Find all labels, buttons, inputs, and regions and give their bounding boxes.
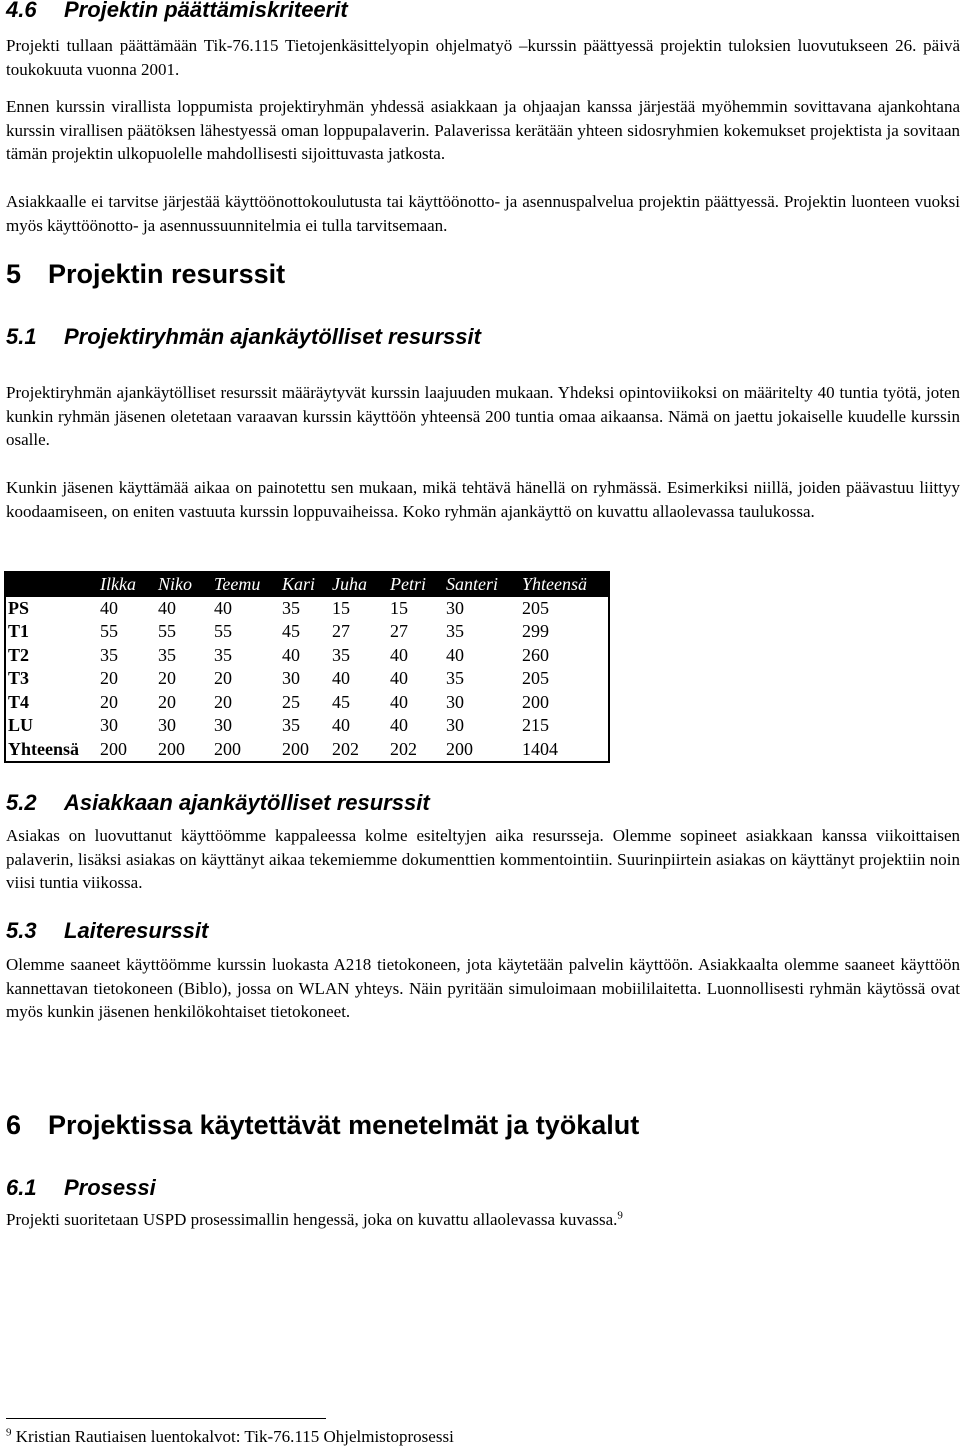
table-cell: 1404 (522, 738, 558, 759)
table-cell: 35 (282, 597, 300, 618)
paragraph-closing-date: Projekti tullaan päättämään Tik-76.115 Tietojenkäsittelyopin ohjelmatyö –kurssin päättyessä projektin tuloksien luovutukseen 26. päivä toukokuuta vuonna 2001. (6, 36, 960, 79)
heading-title: Asiakkaan ajankäytölliset resurssit (64, 790, 430, 815)
table-cell: 40 (214, 597, 232, 618)
table-row (5, 620, 609, 644)
table-cell: 55 (214, 621, 232, 641)
table-cell: 30 (446, 691, 464, 712)
paragraph-hardware: Olemme saaneet käyttöömme kurssin luokasta A218 tietokoneen, jota käytetään palvelin käyttöön. Asiakkaalta olemme saaneet käyttöön kannettavan tietokoneen (Biblo), jossa on WLAN yhteys. Näin pyritään simuloimaan mobiililaitetta. Luonnollisesti ryhmän käytössä ovat myös kunkin jäsenen henkilökohtaiset tietokoneet. (6, 955, 960, 1021)
heading-4-6 (6, 0, 348, 23)
paragraph-time-resources: Projektiryhmän ajankäytölliset resurssit määräytyvät kurssin laajuuden mukaan. Yhdeksi opintoviikoksi on määritelty 40 tuntia työtä, joten kunkin ryhmän jäsenen oletetaan varaavan kurssin käyttöön yhteensä 200 tuntia omaa aikaansa. Nämä on jaettu jokaiselle kuudelle kurssin osalle. (6, 383, 960, 449)
table-cell: 55 (100, 621, 118, 641)
heading-6 (6, 1110, 639, 1141)
table-cell: 35 (214, 644, 232, 665)
table-cell: 200 (158, 738, 185, 759)
table-cell: 40 (446, 644, 464, 665)
table-cell: 20 (100, 668, 118, 688)
table-cell: 200 (522, 691, 549, 712)
table-cell: 20 (214, 691, 232, 712)
table-header-cell: Niko (156, 572, 212, 597)
table-cell: 35 (332, 644, 350, 665)
table-row (5, 738, 609, 763)
table-header-cell: Petri (388, 572, 444, 597)
heading-title: Projektin resurssit (48, 259, 286, 289)
heading-number: 6.1 (6, 1175, 37, 1200)
heading-number: 5.3 (6, 918, 37, 943)
table-row-label: T1 (8, 621, 30, 641)
table-header-cell (5, 572, 98, 597)
table-row-label: LU (8, 715, 34, 735)
table-cell: 15 (390, 597, 408, 618)
table-cell: 20 (158, 691, 176, 712)
table-header-row (5, 572, 609, 597)
table-header-cell: Juha (330, 572, 388, 597)
paragraph-final-meeting: Ennen kurssin virallista loppumista projektiryhmän yhdessä asiakkaan ja ohjaajan kanssa järjestää myöhemmin sovittavana ajankohtana kurssin virallisen päätöksen lähestyessä oman loppupalaverin. Palaverissa kerätään yhteen sidosryhmien kokemukset projektista ja sovitaan tämän projektin ulkopuolelle mahdollisesti sijoittuvasta jatkosta. (6, 97, 960, 163)
table-cell: 27 (390, 621, 408, 641)
table-cell: 40 (282, 644, 300, 665)
heading-title: Projektissa käytettävät menetelmät ja työkalut (48, 1110, 640, 1140)
table-cell: 35 (446, 621, 464, 641)
resource-table (4, 571, 610, 763)
table-cell: 200 (214, 738, 241, 759)
heading-number: 5 (6, 259, 22, 289)
table-cell: 40 (100, 597, 118, 618)
table-cell: 25 (282, 691, 300, 712)
heading-number: 4.6 (6, 0, 37, 22)
table-cell: 35 (158, 644, 176, 665)
table-cell: 40 (390, 691, 408, 712)
paragraph-time-weighting: Kunkin jäsenen käyttämää aikaa on painotettu sen mukaan, mikä tehtävä hänellä on ryhmässä. Esimerkiksi niillä, joiden päävastuu liittyy koodaamiseen, on eniten vastuuta kurssin loppuvaiheissa. Koko ryhmän ajankäyttö on kuvattu allaolevassa taulukossa. (6, 478, 960, 521)
paragraph-process (6, 1208, 960, 1232)
table-cell: 30 (158, 715, 176, 735)
footnote-number: 9 (6, 1426, 12, 1439)
table-cell: 40 (390, 644, 408, 665)
table-cell: 30 (446, 715, 464, 735)
table-row (5, 714, 609, 738)
heading-title: Laiteresurssit (64, 918, 209, 943)
table-cell: 202 (390, 738, 417, 759)
heading-title: Prosessi (64, 1175, 156, 1200)
heading-number: 5.2 (6, 790, 37, 815)
footnote-separator (6, 1418, 326, 1419)
paragraph-no-training: Asiakkaalle ei tarvitse järjestää käyttöönottokoulutusta tai käyttöönotto- ja asennuspalvelua projektin päättyessä. Projektin luonteen vuoksi myös käyttöönotto- ja asennussuunnitelmia ei tulla tarvitsemaan. (6, 192, 960, 235)
footnote-reference: 9 (617, 1209, 623, 1222)
table-cell: 260 (522, 644, 549, 665)
table-cell: 200 (446, 738, 473, 759)
table-cell: 40 (158, 597, 176, 618)
table-row-label: T3 (8, 668, 30, 688)
table-row-label: T2 (8, 644, 30, 665)
table-row-label: Yhteensä (8, 738, 79, 759)
table-row (5, 644, 609, 668)
table-cell: 205 (522, 597, 549, 618)
table-cell: 20 (100, 691, 118, 712)
heading-title: Projektiryhmän ajankäytölliset resurssit (64, 324, 481, 349)
table-cell: 55 (158, 621, 176, 641)
table-header-cell: Ilkka (98, 572, 156, 597)
table-cell: 200 (100, 738, 127, 759)
footnote (6, 1427, 454, 1447)
table-row-label: T4 (8, 691, 30, 712)
table-cell: 40 (332, 715, 350, 735)
table-cell: 45 (282, 621, 300, 641)
table-cell: 215 (522, 715, 549, 735)
heading-5-1 (6, 324, 481, 350)
table-cell: 20 (214, 668, 232, 688)
table-cell: 30 (282, 668, 300, 688)
heading-title: Projektin päättämiskriteerit (64, 0, 348, 22)
table-row (5, 667, 609, 691)
paragraph-process-text: Projekti suoritetaan USPD prosessimallin hengessä, joka on kuvattu allaolevassa kuvassa. (6, 1210, 618, 1229)
table-cell: 299 (522, 621, 549, 641)
table-header-cell: Santeri (444, 572, 520, 597)
table-cell: 35 (282, 715, 300, 735)
table-body (5, 597, 609, 763)
table-cell: 30 (446, 597, 464, 618)
table-cell: 30 (100, 715, 118, 735)
heading-5-3 (6, 918, 208, 944)
table-cell: 40 (332, 668, 350, 688)
table-header-cell: Kari (280, 572, 330, 597)
table-cell: 35 (446, 668, 464, 688)
table-row (5, 597, 609, 621)
table-cell: 40 (390, 668, 408, 688)
footnote-text: Kristian Rautiaisen luentokalvot: Tik-76.115 Ohjelmistoprosessi (11, 1427, 454, 1446)
table-cell: 40 (390, 715, 408, 735)
table-header-cell: Teemu (212, 572, 280, 597)
table-row (5, 691, 609, 715)
heading-5 (6, 259, 285, 290)
table-cell: 27 (332, 621, 350, 641)
paragraph-client-resources: Asiakas on luovuttanut käyttöömme kappaleessa kolme esiteltyjen aika resursseja. Olemme sopineet asiakkaan kanssa viikoittaisen palaverin, lisäksi asiakas on käyttänyt aikaa tekemiemme dokumenttien kommentointiin. Suurinpiirtein asiakas on käyttänyt projektiin noin viisi tuntia viikossa. (6, 826, 960, 892)
table-cell: 20 (158, 668, 176, 688)
table-row-label: PS (8, 597, 30, 618)
heading-5-2 (6, 790, 430, 816)
table-cell: 205 (522, 668, 549, 688)
heading-number: 6 (6, 1110, 22, 1140)
heading-number: 5.1 (6, 324, 37, 349)
table-cell: 15 (332, 597, 350, 618)
table-cell: 35 (100, 644, 118, 665)
table-cell: 200 (282, 738, 309, 759)
table-cell: 30 (214, 715, 232, 735)
heading-6-1 (6, 1175, 156, 1201)
table-cell: 202 (332, 738, 359, 759)
table-header-cell: Yhteensä (520, 572, 609, 597)
table-cell: 45 (332, 691, 350, 712)
